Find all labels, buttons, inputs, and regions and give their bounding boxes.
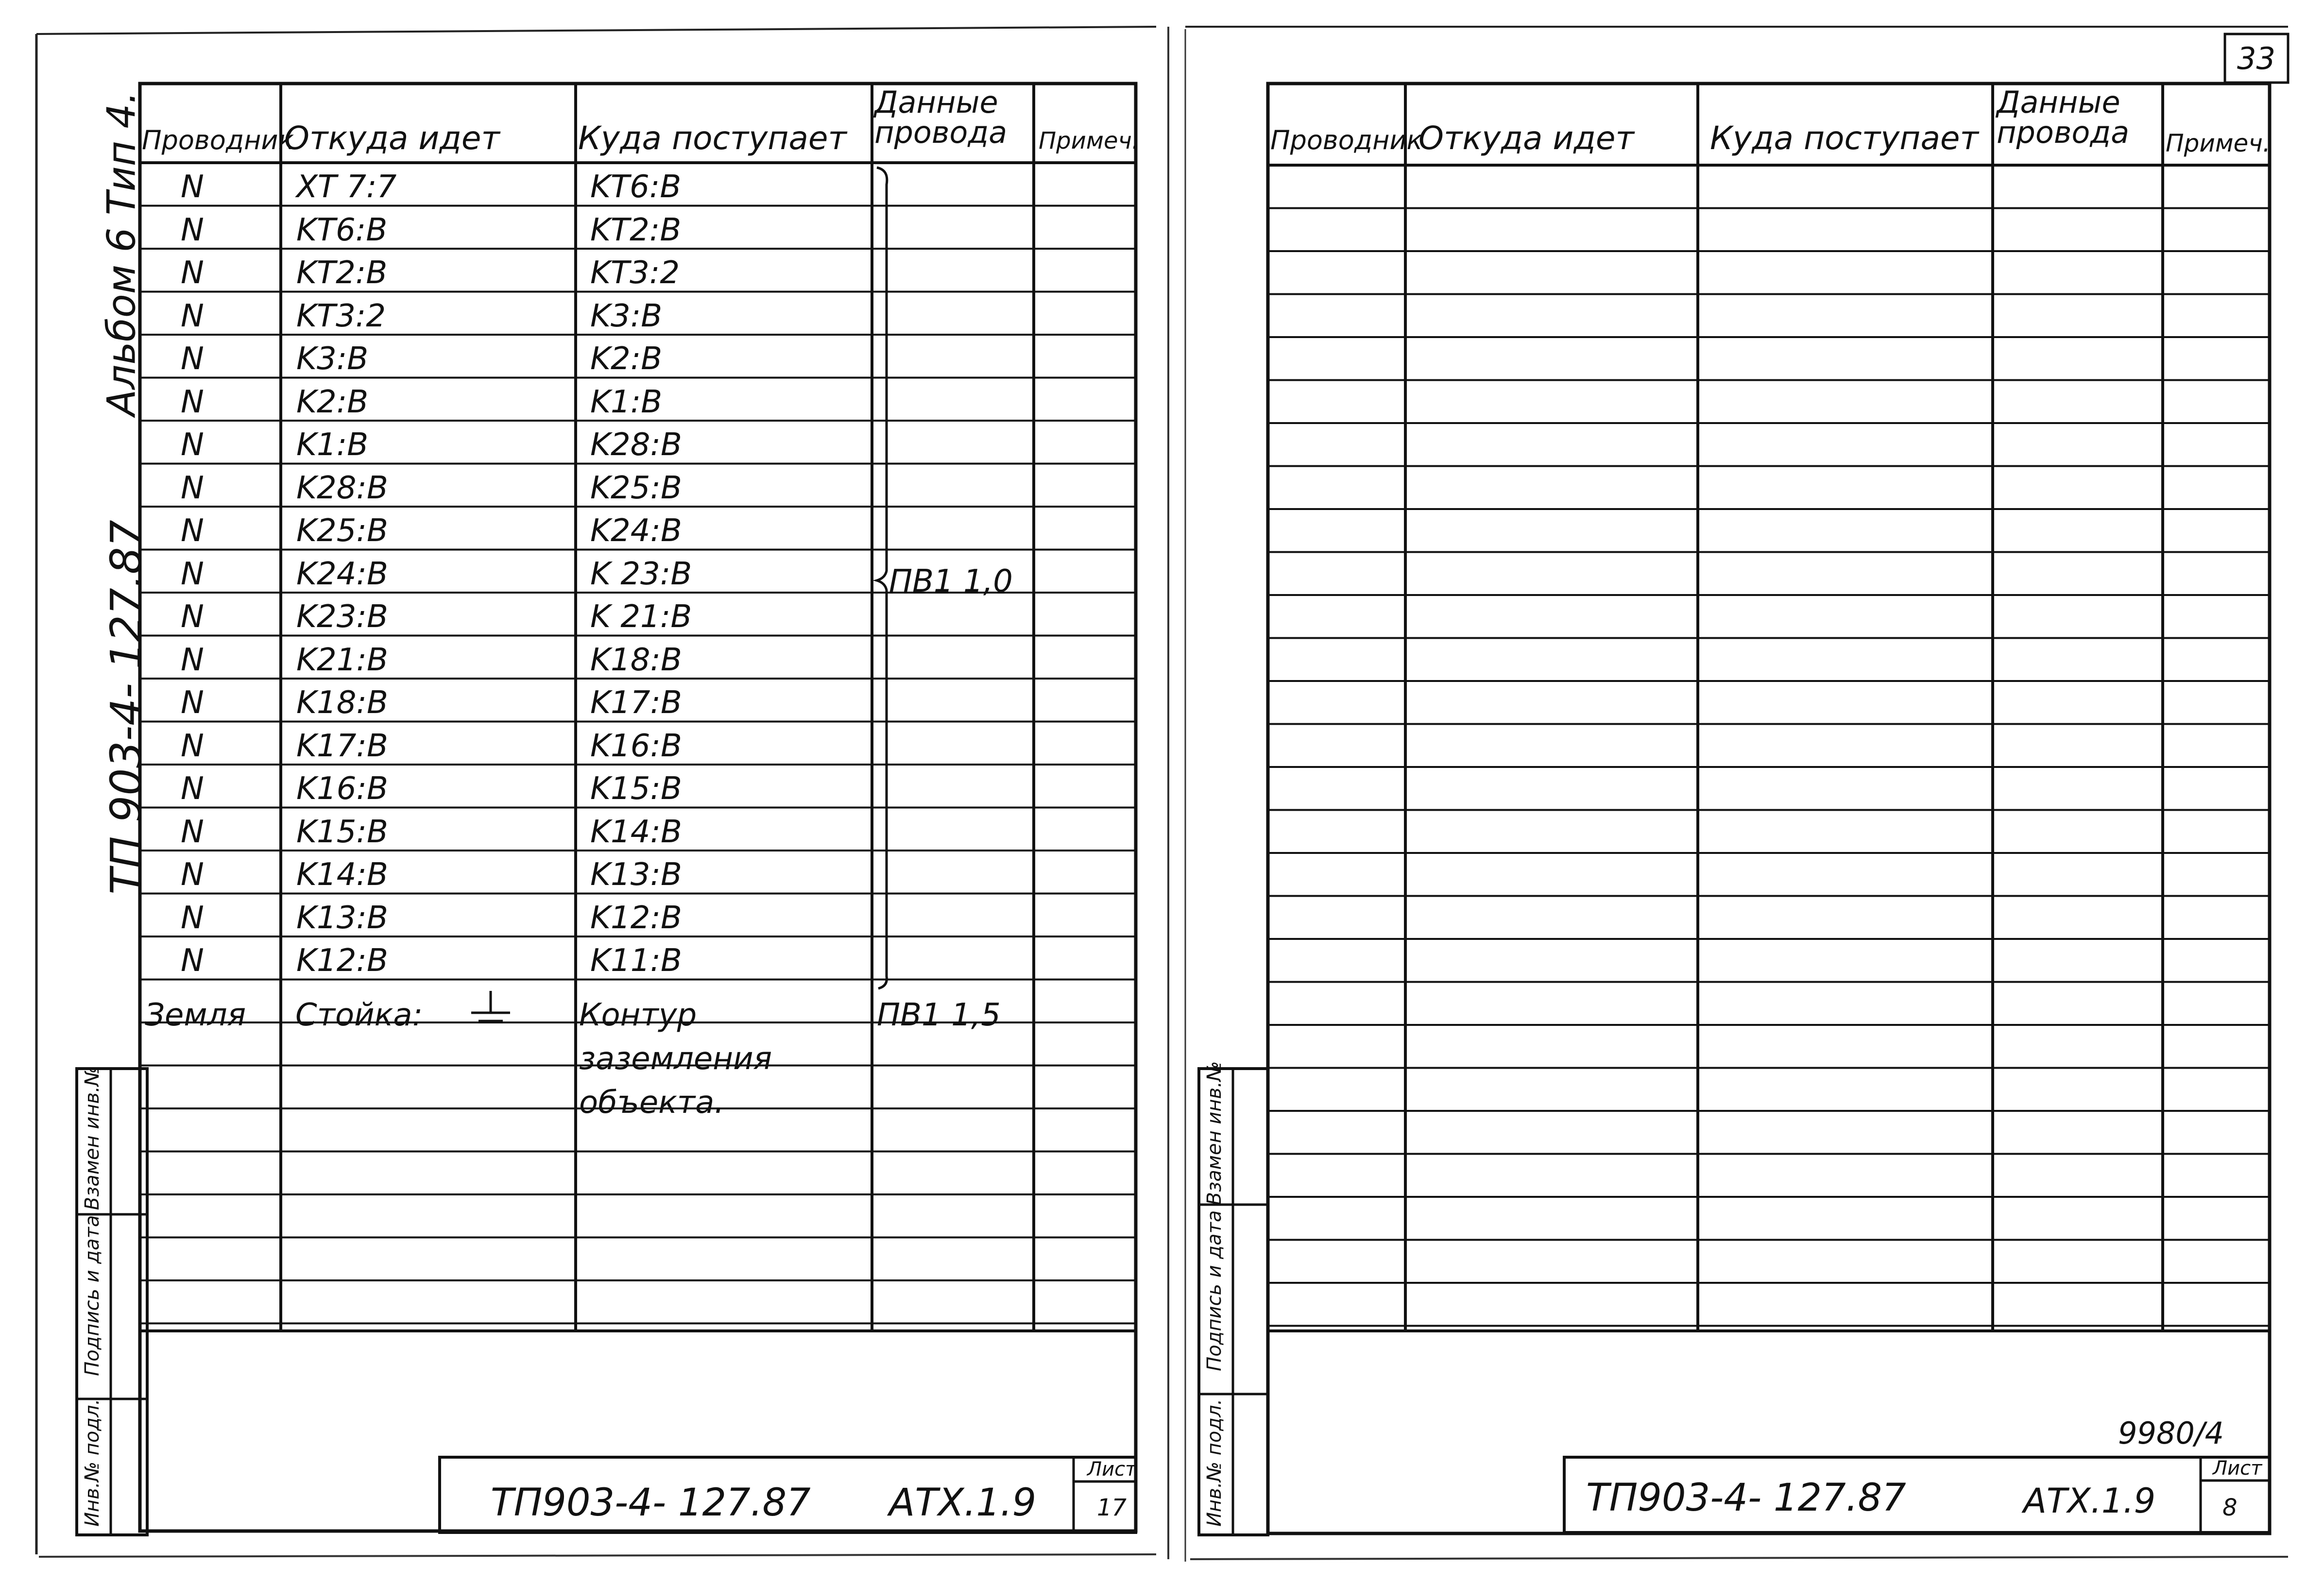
row-conductor: N	[181, 341, 204, 377]
side-project-code: ТП 903-4- 127.87	[101, 520, 152, 895]
row-to: K3:B	[590, 298, 663, 334]
row-conductor: N	[181, 255, 204, 291]
row-to: K12:B	[590, 900, 682, 936]
row-from: K21:B	[296, 642, 388, 678]
row-conductor: N	[181, 470, 204, 506]
row-to: K25:B	[590, 470, 682, 506]
row-to: K2:B	[590, 341, 663, 377]
right-header-from: Откуда идет	[1418, 119, 1634, 157]
row-from: K16:B	[296, 771, 388, 807]
row-from: K24:B	[296, 556, 388, 592]
row-from: K28:B	[296, 470, 388, 506]
row-to: KT6:B	[590, 169, 682, 205]
row-conductor: N	[181, 427, 204, 463]
row-to: K11:B	[590, 943, 682, 979]
left-title-code: ТП903-4- 127.87	[491, 1481, 811, 1525]
row-to: K 23:B	[590, 556, 692, 592]
right-stamp-replace: Взамен инв.№	[1203, 1061, 1226, 1206]
right-sheet-number: 8	[2222, 1494, 2238, 1521]
row-to: K1:B	[590, 384, 663, 420]
header-from: Откуда идет	[284, 119, 500, 157]
ground-from: Стойка:	[295, 997, 423, 1033]
row-conductor: N	[181, 685, 204, 721]
row-to: K13:B	[590, 857, 682, 893]
left-title-doc: АТХ.1.9	[889, 1481, 1037, 1525]
left-sheet-number: 17	[1097, 1494, 1127, 1521]
row-conductor: N	[181, 771, 204, 807]
row-from: K18:B	[296, 685, 388, 721]
row-from: K3:B	[296, 341, 369, 377]
row-from: KT2:B	[296, 255, 388, 291]
row-to: K17:B	[590, 685, 682, 721]
right-header-conductor: Проводник	[1270, 125, 1423, 155]
right-stamp-inv: Инв.№ подл.	[1203, 1398, 1226, 1527]
row-from: K12:B	[296, 943, 388, 979]
page-number: 33	[2237, 41, 2275, 76]
left-stamp-inv: Инв.№ подл.	[81, 1398, 103, 1527]
right-sheet-label: Лист	[2213, 1457, 2262, 1480]
header-to: Куда поступает	[578, 119, 847, 157]
row-from: KT3:2	[296, 298, 386, 334]
ground-wire: ПВ1 1,5	[877, 997, 1001, 1033]
row-conductor: N	[181, 857, 204, 893]
album-label: Альбом 6 Тип 4.	[99, 91, 144, 416]
ground-conductor: Земля	[145, 997, 246, 1033]
row-from: K25:B	[296, 513, 388, 549]
row-from: K2:B	[296, 384, 369, 420]
row-to: KT3:2	[590, 255, 680, 291]
row-conductor: N	[181, 556, 204, 592]
row-conductor: N	[181, 642, 204, 678]
row-conductor: N	[181, 814, 204, 850]
row-to: K 21:B	[590, 599, 692, 635]
row-from: K1:B	[296, 427, 369, 463]
left-stamp-signature: Подпись и дата	[81, 1215, 103, 1376]
brace-wire-label: ПВ1 1,0	[889, 563, 1013, 599]
right-header-to: Куда поступает	[1710, 119, 1979, 157]
row-conductor: N	[181, 943, 204, 979]
row-from: K23:B	[296, 599, 388, 635]
row-conductor: N	[181, 513, 204, 549]
ground-to-line3: объекта.	[579, 1085, 724, 1121]
ground-to-line1: Контур	[579, 997, 697, 1033]
right-stamp-signature: Подпись и дата	[1203, 1210, 1226, 1371]
row-to: K28:B	[590, 427, 682, 463]
row-conductor: N	[181, 728, 204, 764]
row-conductor: N	[181, 384, 204, 420]
row-from: K15:B	[296, 814, 388, 850]
row-to: K15:B	[590, 771, 682, 807]
row-conductor: N	[181, 212, 204, 248]
header-wire-data: Данные провода	[874, 85, 1008, 150]
row-to: K14:B	[590, 814, 682, 850]
left-sheet-label: Лист	[1087, 1458, 1137, 1481]
row-to: K16:B	[590, 728, 682, 764]
right-title-code: ТП903-4- 127.87	[1586, 1476, 1906, 1520]
row-from: XT 7:7	[296, 169, 397, 205]
row-from: KT6:B	[296, 212, 388, 248]
right-header-note: Примеч.	[2166, 129, 2271, 157]
row-to: KT2:B	[590, 212, 682, 248]
row-from: K13:B	[296, 900, 388, 936]
row-from: K14:B	[296, 857, 388, 893]
row-from: K17:B	[296, 728, 388, 764]
row-conductor: N	[181, 900, 204, 936]
row-conductor: N	[181, 599, 204, 635]
row-conductor: N	[181, 298, 204, 334]
row-to: K24:B	[590, 513, 682, 549]
header-note: Примеч.	[1039, 127, 1140, 154]
order-number: 9980/4	[2118, 1415, 2224, 1451]
ground-symbol-icon	[471, 991, 510, 1021]
header-conductor: Проводник	[142, 125, 294, 155]
right-header-wire-data: Данные провода	[1997, 85, 2130, 150]
right-title-doc: АТХ.1.9	[2023, 1481, 2156, 1521]
row-conductor: N	[181, 169, 204, 205]
left-stamp-replace: Взамен инв.№	[81, 1066, 103, 1210]
ground-to-line2: заземления	[579, 1041, 772, 1077]
row-to: K18:B	[590, 642, 682, 678]
